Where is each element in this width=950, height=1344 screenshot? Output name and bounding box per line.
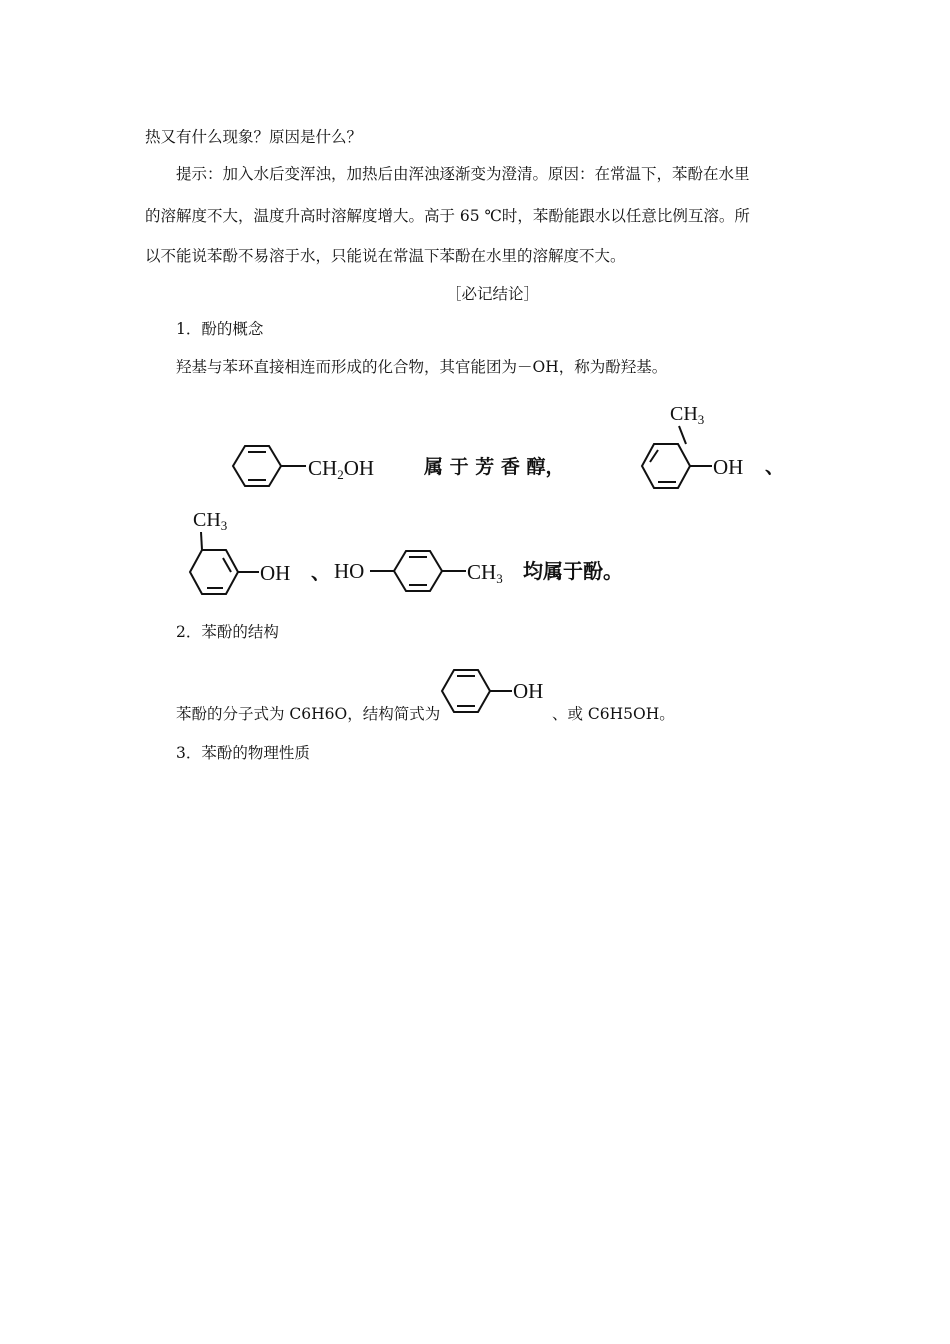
hint-paragraph-line-2: 的溶解度不大，温度升高时溶解度增大。高于 65 ℃时，苯酚能跟水以任意比例互溶。所 — [145, 207, 750, 225]
svg-text:CH2OH: CH2OH — [308, 456, 375, 482]
section-heading: ［必记结论］ — [446, 285, 540, 303]
phenols-label: 均属于酚。 — [523, 559, 623, 583]
text-line-1: 热又有什么现象？原因是什么？ — [145, 128, 363, 146]
svg-text:OH: OH — [513, 679, 544, 703]
separator-comma-2: 、 — [311, 562, 331, 584]
phenol-definition: 羟基与苯环直接相连而形成的化合物，其官能团为－OH，称为酚羟基。 — [176, 358, 668, 376]
svg-text:CH3: $CH_3$ — [193, 509, 228, 533]
separator-comma-1: 、 — [765, 456, 785, 478]
phenol-formula-text: 苯酚的分子式为 C6H6O，结构简式为 — [176, 705, 441, 723]
hint-paragraph-line-1: 提示：加入水后变浑浊，加热后由浑浊逐渐变为澄清。原因：在常温下，苯酚在水里 — [176, 165, 750, 183]
o-cresol-structure — [640, 396, 780, 492]
phenol-condensed-formula: 、或 C6H5OH。 — [552, 705, 675, 723]
p-cresol-structure — [332, 545, 522, 597]
phenol-structure — [438, 666, 558, 716]
svg-text:CH3: CH3 — [467, 560, 503, 586]
svg-text:CH3: $CH_3$ — [670, 403, 705, 427]
svg-text:OH: OH — [260, 561, 291, 585]
item-2-heading: 2．苯酚的结构 — [176, 623, 279, 641]
item-1-heading: 1．酚的概念 — [176, 320, 264, 338]
hint-paragraph-line-3: 以不能说苯酚不易溶于水，只能说在常温下苯酚在水里的溶解度不大。 — [145, 247, 626, 265]
benzyl-alcohol-structure — [230, 440, 410, 492]
item-3-heading: 3．苯酚的物理性质 — [176, 744, 310, 762]
svg-text:HO: HO — [334, 559, 365, 583]
m-cresol-structure — [185, 502, 305, 598]
svg-text:OH: OH — [713, 455, 744, 479]
aromatic-alcohol-label: 属 于 芳 香 醇， — [424, 456, 565, 478]
